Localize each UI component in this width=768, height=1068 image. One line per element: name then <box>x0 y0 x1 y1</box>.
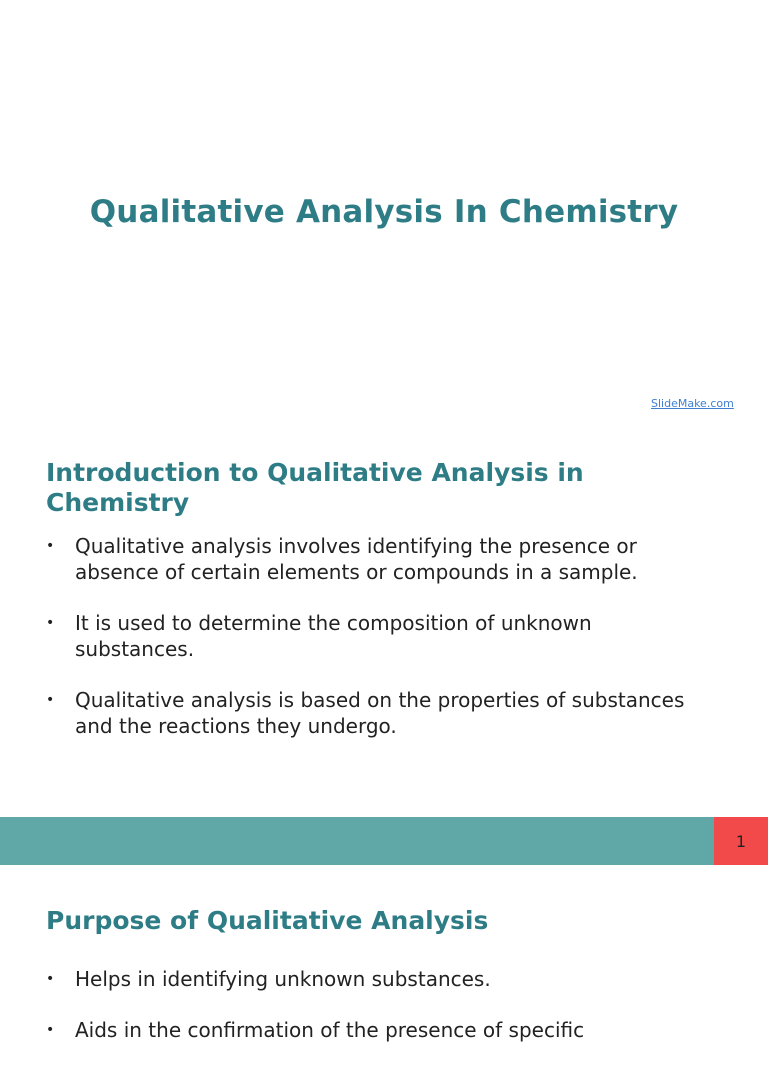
title-slide-title: Qualitative Analysis In Chemistry <box>89 194 679 230</box>
bullet-icon: • <box>46 692 55 708</box>
bullet-text: Qualitative analysis is based on the properties of substances and the reactions they undergo. <box>75 688 685 738</box>
bullet-text: Helps in identifying unknown substances. <box>75 967 491 991</box>
page-number-badge <box>714 817 768 865</box>
purpose-bullet-list <box>46 966 706 1068</box>
page-number: 1 <box>735 831 747 851</box>
bullet-icon: • <box>46 1022 55 1038</box>
intro-bullet-list <box>46 533 706 764</box>
bullet-text: Qualitative analysis involves identifying the presence or absence of certain elements or compounds in a sample. <box>75 534 638 584</box>
bullet-icon: • <box>46 538 55 554</box>
bullet-icon: • <box>46 971 55 987</box>
list-item <box>46 687 706 739</box>
bullet-text: It is used to determine the composition of unknown substances. <box>75 611 592 661</box>
bullet-text: Aids in the confirmation of the presence of specific <box>75 1018 585 1042</box>
list-item <box>46 610 706 662</box>
purpose-heading: Purpose of Qualitative Analysis <box>46 906 489 935</box>
bullet-icon: • <box>46 615 55 631</box>
slidemake-link[interactable]: SlideMake.com <box>651 397 734 410</box>
footer-band <box>0 817 714 865</box>
list-item <box>46 966 706 992</box>
intro-heading: Introduction to Qualitative Analysis in Chemistry <box>46 458 584 517</box>
list-item <box>46 1017 706 1043</box>
list-item <box>46 533 706 585</box>
